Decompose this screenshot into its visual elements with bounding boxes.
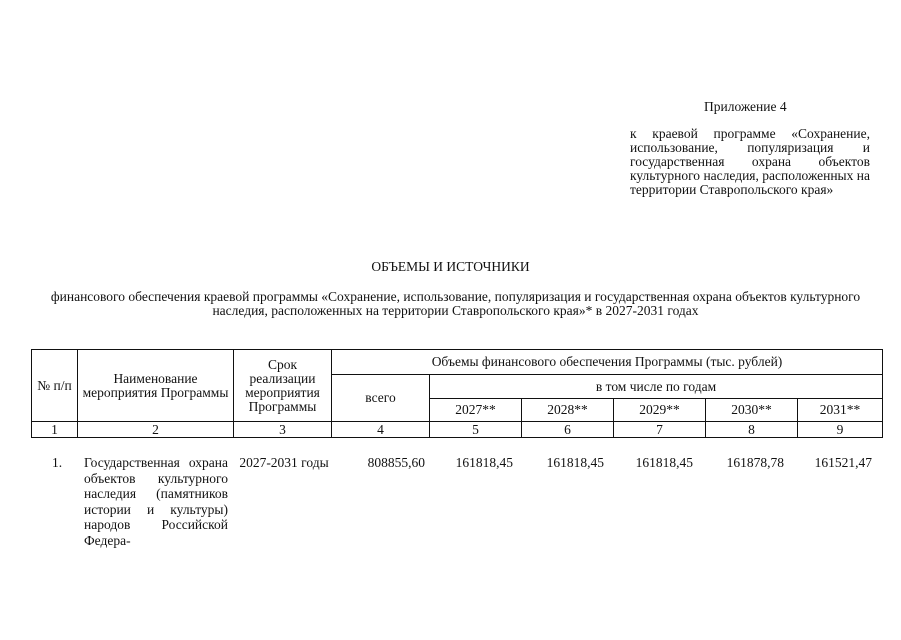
column-number: 4 <box>332 422 430 438</box>
header-num: № п/п <box>32 350 78 422</box>
header-volumes: Объемы финансового обеспечения Программы (тыс. рублей) <box>332 350 883 375</box>
column-number: 5 <box>430 422 522 438</box>
row-value-2027: 161818,45 <box>455 455 513 470</box>
header-by-years: в том числе по годам <box>430 375 883 399</box>
document-title: ОБЪЕМЫ И ИСТОЧНИКИ <box>371 259 530 274</box>
row-period: 2027-2031 годы <box>239 455 329 470</box>
appendix-title: Приложение 4 <box>704 99 787 114</box>
header-year: 2028** <box>522 399 614 422</box>
header-year: 2030** <box>706 399 798 422</box>
row-value-2029: 161818,45 <box>635 455 693 470</box>
column-number: 6 <box>522 422 614 438</box>
row-value-2031: 161521,47 <box>814 455 872 470</box>
row-value-2030: 161878,78 <box>726 455 784 470</box>
header-row-1 <box>32 350 883 375</box>
row-value-2028: 161818,45 <box>546 455 604 470</box>
appendix-text: к краевой программе «Сохранение, использование, популяризация и государственная охрана объектов культурного наследия, расположенных на территории Ставропольского края» <box>630 126 870 197</box>
header-total: всего <box>332 375 430 422</box>
financing-table <box>31 349 883 438</box>
column-number: 8 <box>706 422 798 438</box>
row-total: 808855,60 <box>367 455 425 470</box>
column-numbers-row <box>32 422 883 438</box>
column-number: 3 <box>234 422 332 438</box>
row-name: Государственная охрана объектов культурного наследия (памятников истории и культуры) народов Российской Федера- <box>84 455 228 548</box>
column-number: 2 <box>78 422 234 438</box>
header-period: Срок реализации мероприятия Программы <box>234 350 332 422</box>
column-number: 1 <box>32 422 78 438</box>
header-year: 2031** <box>798 399 883 422</box>
header-name: Наименование мероприятия Программы <box>78 350 234 422</box>
header-year: 2027** <box>430 399 522 422</box>
column-number: 9 <box>798 422 883 438</box>
row-num: 1. <box>52 455 63 470</box>
document-subtitle: финансового обеспечения краевой программы «Сохранение, использование, популяризация и государственная охрана объектов культурного наследия, расположенных на территории Ставропольского края»* в 2027-2031 годах <box>50 289 861 318</box>
header-year: 2029** <box>614 399 706 422</box>
column-number: 7 <box>614 422 706 438</box>
